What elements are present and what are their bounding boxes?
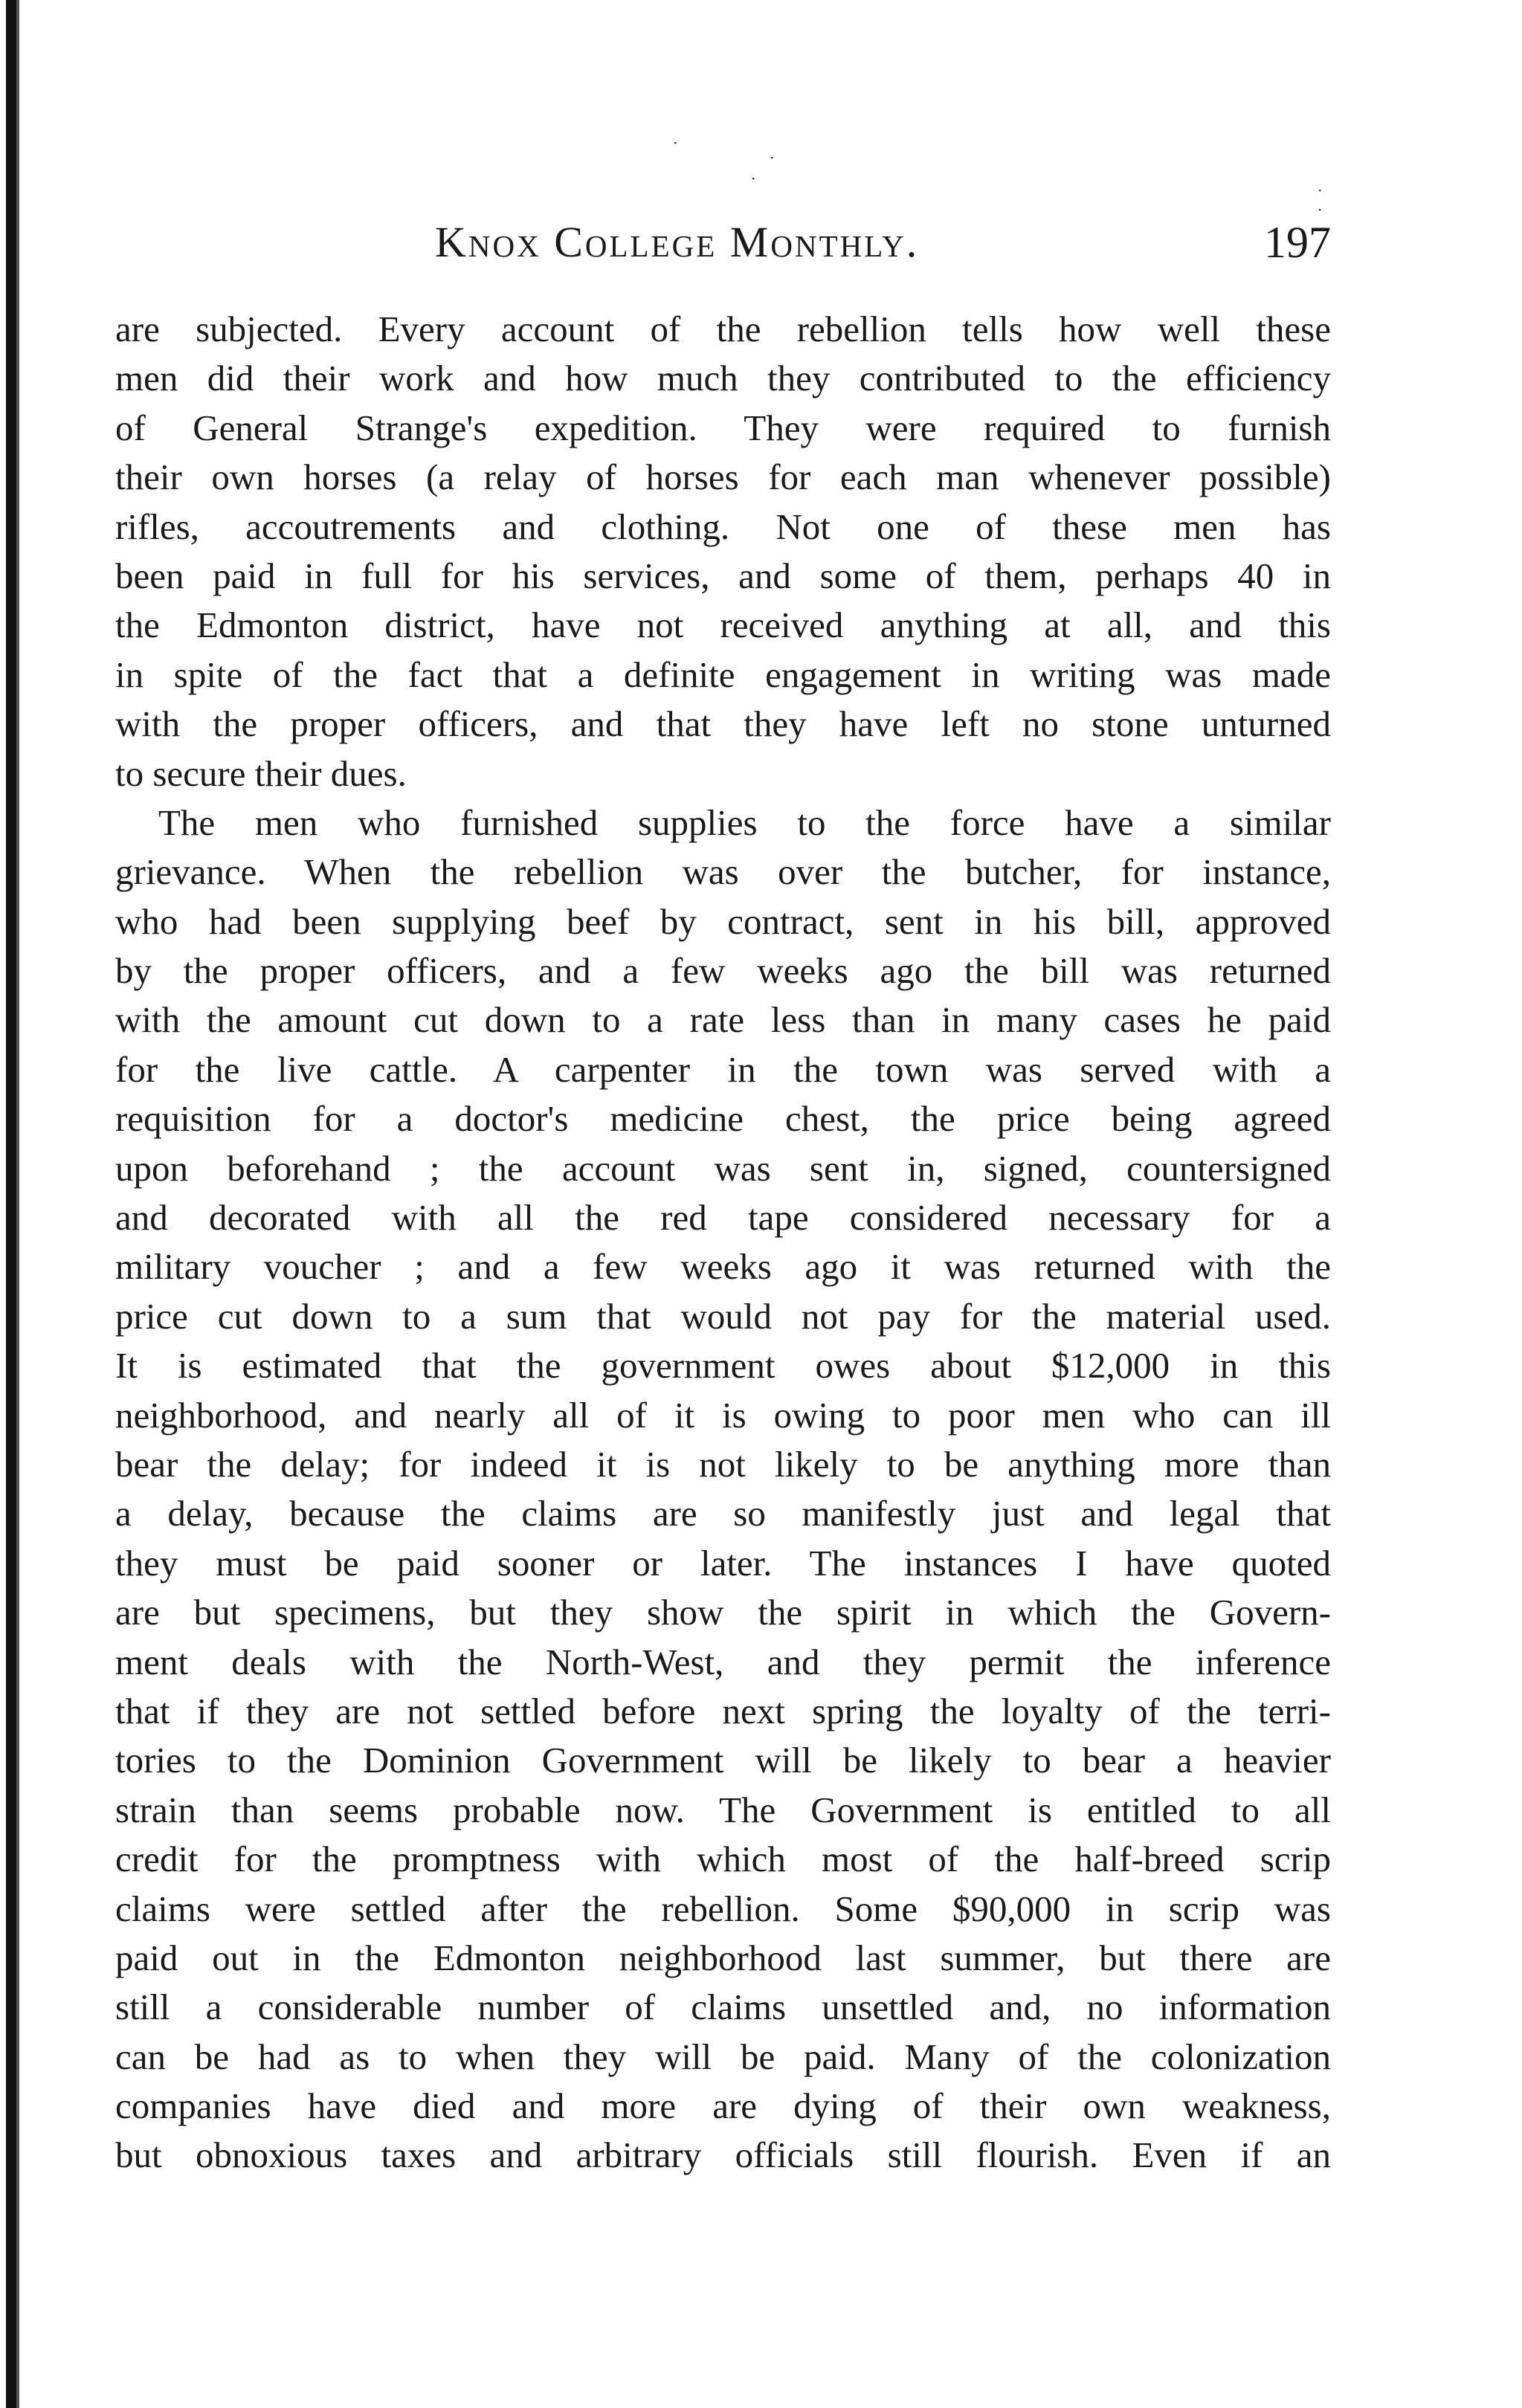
text-line: are subjected. Every account of the rebellion tells how well these [115, 309, 1331, 349]
text-line: tories to the Dominion Government will be likely to bear a heavier [115, 1740, 1331, 1781]
page-number: 197 [1264, 218, 1331, 267]
page-binding-shadow [16, 0, 19, 2408]
text-line: ment deals with the North-West, and they permit the inference [115, 1641, 1331, 1682]
text-line: grievance. When the rebellion was over the butcher, for instance, [115, 851, 1331, 893]
print-speck: · [1318, 181, 1323, 199]
text-line: with the proper officers, and that they have left no stone unturned [115, 703, 1331, 745]
text-line: upon beforehand ; the account was sent in, signed, countersigned [115, 1147, 1331, 1189]
text-line: military voucher ; and a few weeks ago it was returned with the [115, 1246, 1331, 1288]
text-line: with the amount cut down to a rate less than in many cases he paid [115, 999, 1331, 1041]
page-header [115, 217, 1331, 277]
text-line: in spite of the fact that a definite engagement in writing was made [115, 653, 1331, 695]
text-line: and decorated with all the red tape considered necessary for a [115, 1197, 1331, 1239]
text-line: It is estimated that the government owes about $12,000 in this [115, 1345, 1331, 1387]
text-line: claims were settled after the rebellion. Some $90,000 in scrip was [115, 1888, 1331, 1929]
print-speck: · [751, 170, 756, 187]
text-line: rifles, accoutrements and clothing. Not one of these men has [115, 506, 1331, 547]
text-line: they must be paid sooner or later. The instances I have quoted [115, 1542, 1331, 1584]
text-line: men did their work and how much they contributed to the efficiency [115, 358, 1331, 399]
text-line: a delay, because the claims are so manifestly just and legal that [115, 1493, 1331, 1534]
text-line: by the proper officers, and a few weeks ago the bill was returned [115, 950, 1331, 992]
body-text [115, 305, 1331, 2181]
text-line: bear the delay; for indeed it is not likely to be anything more than [115, 1443, 1331, 1485]
text-line: paid out in the Edmonton neighborhood last summer, but there are [115, 1937, 1331, 1978]
text-line: strain than seems probable now. The Government is entitled to all [115, 1789, 1331, 1830]
text-line: The men who furnished supplies to the force have a similar [158, 801, 1331, 843]
text-line: are but specimens, but they show the spirit in which the Govern- [115, 1592, 1331, 1633]
text-line: neighborhood, and nearly all of it is owing to poor men who can ill [115, 1394, 1331, 1436]
text-line: their own horses (a relay of horses for each man whenever possible) [115, 456, 1331, 498]
print-speck: · [770, 149, 775, 167]
text-line: companies have died and more are dying of their own weakness, [115, 2085, 1331, 2127]
text-line: price cut down to a sum that would not pay for the material used. [115, 1295, 1331, 1337]
print-speck: · [673, 134, 678, 152]
text-line: can be had as to when they will be paid. Many of the colonization [115, 2036, 1331, 2077]
text-line: that if they are not settled before next spring the loyalty of the terri- [115, 1690, 1331, 1731]
text-line: to secure their dues. [115, 752, 407, 794]
text-line: of General Strange's expedition. They were required to furnish [115, 407, 1331, 448]
text-line: still a considerable number of claims unsettled and, no information [115, 1986, 1331, 2028]
print-speck: · [1318, 201, 1323, 219]
text-line: the Edmonton district, have not received anything at all, and this [115, 604, 1331, 646]
text-line: but obnoxious taxes and arbitrary officials still flourish. Even if an [115, 2134, 1331, 2176]
paragraph-2 [115, 798, 1331, 2181]
paragraph-1 [115, 305, 1331, 798]
page-binding-edge [6, 0, 16, 2408]
running-title: Knox College Monthly. [435, 218, 920, 266]
text-line: requisition for a doctor's medicine chest, the price being agreed [115, 1098, 1331, 1140]
text-line: for the live cattle. A carpenter in the town was served with a [115, 1048, 1331, 1090]
text-line: been paid in full for his services, and some of them, perhaps 40 in [115, 555, 1331, 596]
text-line: who had been supplying beef by contract, sent in his bill, approved [115, 900, 1331, 942]
text-line: credit for the promptness with which most of the half-breed scrip [115, 1839, 1331, 1880]
